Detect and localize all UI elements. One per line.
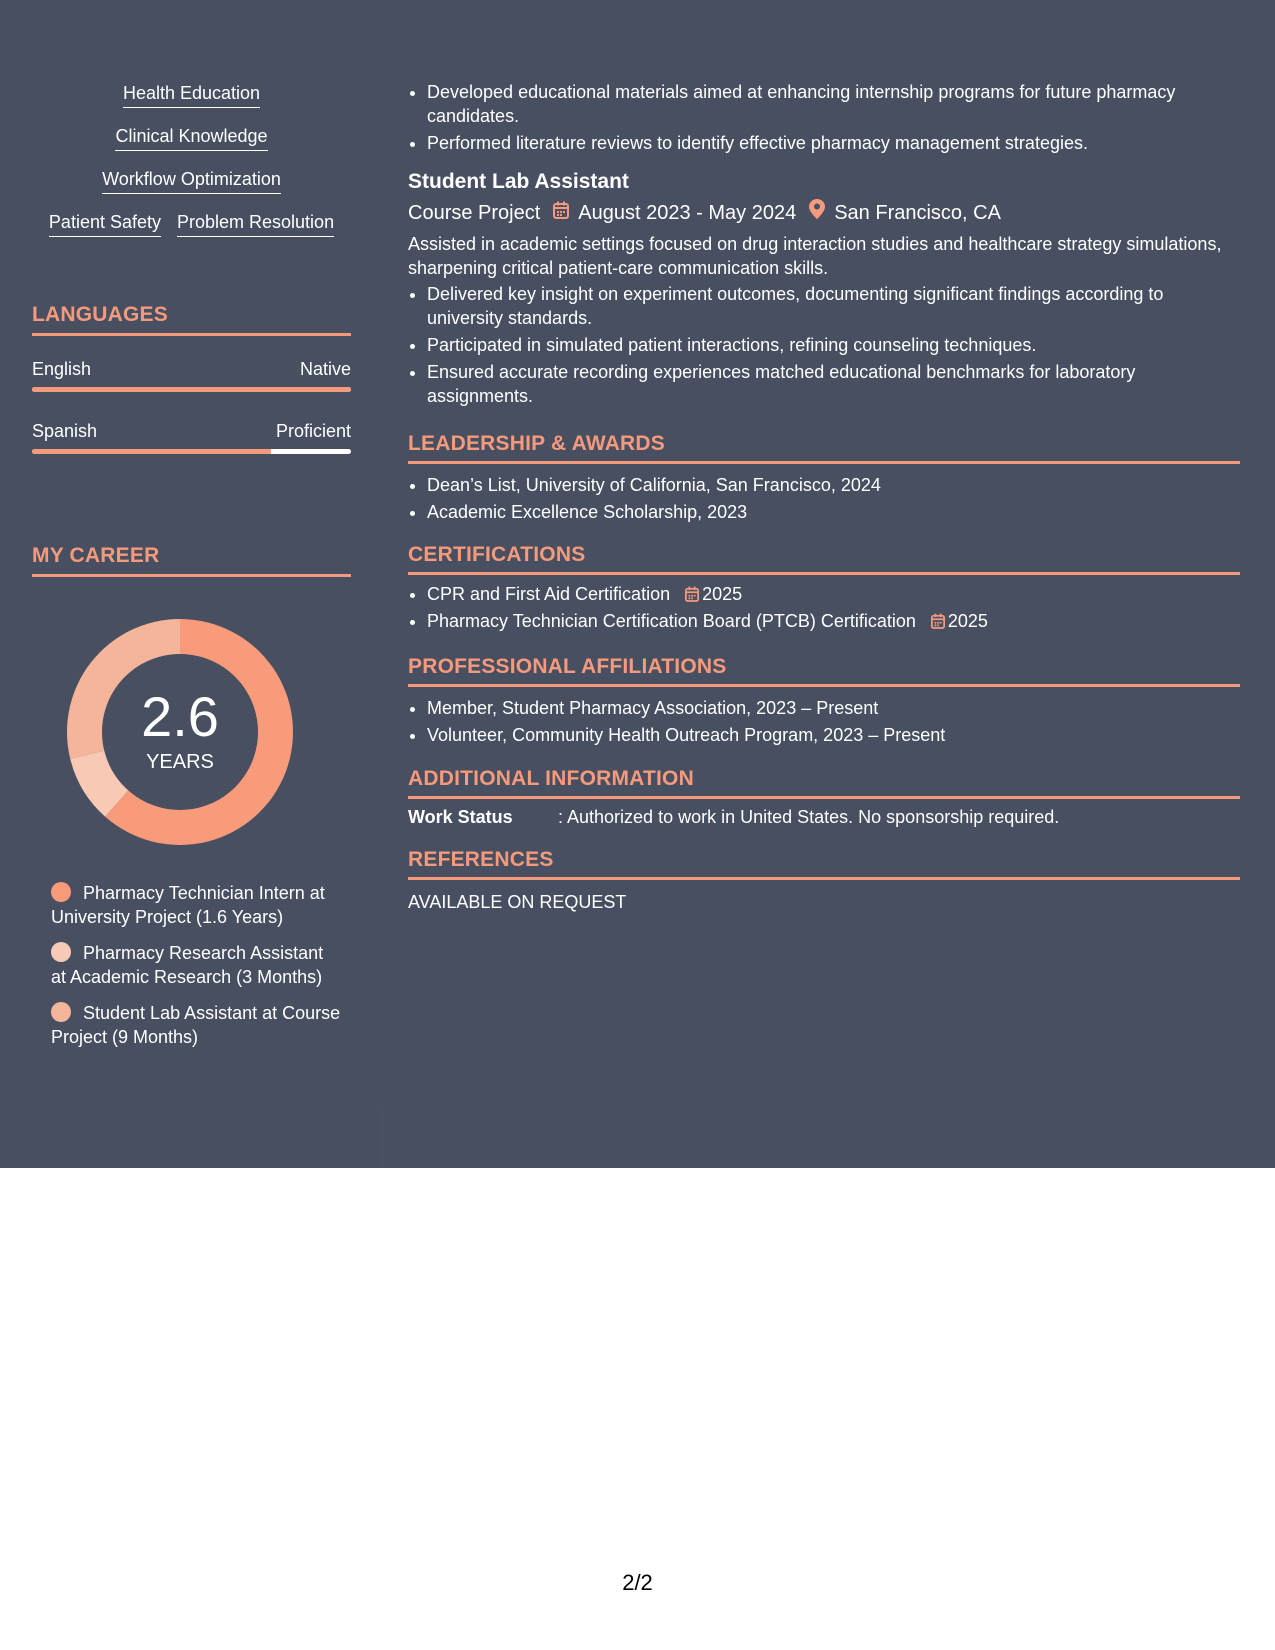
bullet-item: • Delivered key insight on experiment outcomes, documenting significant findings according to university standards.	[427, 282, 1240, 330]
job-location: San Francisco, CA	[834, 201, 1001, 224]
career-total-unit: YEARS	[146, 751, 214, 773]
bullet-item: • Participated in simulated patient interactions, refining counseling techniques.	[427, 333, 1240, 357]
career-legend-label: Pharmacy Research Assistant at Academic Research (3 Months)	[51, 943, 324, 987]
skill-tag: Health Education	[123, 82, 260, 108]
certification-year: 2025	[947, 611, 988, 631]
certification-item	[427, 582, 1240, 606]
additional-info-heading: ADDITIONAL INFORMATION	[408, 766, 1240, 799]
column-divider	[382, 1110, 383, 1168]
bullet-item: • Member, Student Pharmacy Association, 2023 – Present	[427, 696, 1240, 720]
work-status-value: : Authorized to work in United States. No sponsorship required.	[558, 807, 1060, 827]
languages-heading: LANGUAGES	[32, 302, 351, 336]
certification-item	[427, 609, 1240, 633]
leadership-heading: LEADERSHIP & AWARDS	[408, 431, 1240, 464]
language-level: Proficient	[275, 421, 351, 441]
job-bullets	[408, 282, 1240, 408]
job-company: Course Project	[408, 201, 541, 224]
work-status-label: Work Status	[408, 807, 513, 827]
certification-year: 2025	[702, 584, 743, 604]
languages-section	[32, 302, 351, 454]
leadership-list	[408, 473, 1240, 524]
bullet-item: • Volunteer, Community Health Outreach Program, 2023 – Present	[427, 723, 1240, 747]
skills-row	[32, 168, 351, 194]
references-section	[408, 847, 1240, 914]
career-legend-item	[51, 1001, 341, 1049]
career-legend-item	[51, 881, 341, 929]
legend-dot-icon	[51, 882, 71, 902]
work-status-row	[408, 805, 1240, 829]
skill-tag: Problem Resolution	[177, 211, 334, 237]
career-legend	[51, 881, 341, 1061]
page-number: 2/2	[622, 1570, 653, 1595]
certifications-section	[408, 542, 1240, 636]
bullet-item: • Developed educational materials aimed at enhancing internship programs for future pharmacy candidates.	[427, 80, 1259, 128]
legend-dot-icon	[51, 1002, 71, 1022]
certifications-heading: CERTIFICATIONS	[408, 542, 1240, 575]
bullet-item: • Dean’s List, University of California, San Francisco, 2024	[427, 473, 1240, 497]
career-section	[32, 543, 351, 1047]
career-total-value: 2.6	[141, 685, 219, 748]
affiliations-heading: PROFESSIONAL AFFILIATIONS	[408, 654, 1240, 687]
bullet-item: • Performed literature reviews to identify effective pharmacy management strategies.	[427, 131, 1259, 155]
skills-row	[32, 125, 351, 151]
language-proficiency-bar	[32, 387, 351, 392]
career-heading: MY CAREER	[32, 543, 351, 577]
calendar-icon	[931, 613, 945, 629]
references-heading: REFERENCES	[408, 847, 1240, 880]
additional-info-section	[408, 766, 1240, 829]
affiliations-section	[408, 654, 1240, 750]
certifications-list	[408, 582, 1240, 633]
language-name: English	[32, 359, 92, 379]
certification-name: Pharmacy Technician Certification Board (PTCB) Certification	[427, 611, 916, 631]
language-item	[32, 358, 351, 380]
career-legend-label: Student Lab Assistant at Course Project (9 Months)	[51, 1003, 341, 1047]
language-name: Spanish	[32, 421, 98, 441]
references-text: AVAILABLE ON REQUEST	[408, 892, 627, 912]
language-level: Native	[299, 359, 351, 379]
career-legend-label: Pharmacy Technician Intern at University Project (1.6 Years)	[51, 883, 325, 927]
certification-date	[931, 611, 988, 631]
previous-job-bullets	[408, 80, 1259, 158]
calendar-icon	[553, 200, 569, 226]
skills-row	[32, 82, 351, 108]
skills-row	[32, 211, 351, 237]
legend-dot-icon	[51, 942, 71, 962]
skill-tag: Clinical Knowledge	[115, 125, 267, 151]
language-item	[32, 420, 351, 442]
bullet-item: • Ensured accurate recording experiences matched educational benchmarks for laboratory assignments.	[427, 360, 1240, 408]
job-title: Student Lab Assistant	[408, 170, 629, 193]
skill-tag: Workflow Optimization	[102, 168, 281, 194]
certification-name: CPR and First Aid Certification	[427, 584, 671, 604]
job-entry	[408, 169, 1240, 411]
skills-list	[32, 82, 351, 254]
calendar-icon	[685, 586, 699, 602]
career-legend-item	[51, 941, 341, 989]
job-dates: August 2023 - May 2024	[578, 201, 797, 224]
language-proficiency-fill	[32, 449, 271, 454]
job-description: Assisted in academic settings focused on drug interaction studies and healthcare strategy simulations, sharpening critical patient-care communication skills.	[408, 234, 1222, 278]
location-pin-icon	[809, 199, 825, 226]
affiliations-list	[408, 696, 1240, 747]
language-proficiency-bar	[32, 449, 351, 454]
leadership-section	[408, 431, 1240, 527]
career-donut-chart	[67, 619, 293, 845]
job-meta	[408, 199, 1240, 226]
skill-tag: Patient Safety	[49, 211, 161, 237]
certification-date	[685, 584, 742, 604]
language-proficiency-fill	[32, 387, 351, 392]
bullet-item: • Academic Excellence Scholarship, 2023	[427, 500, 1240, 524]
